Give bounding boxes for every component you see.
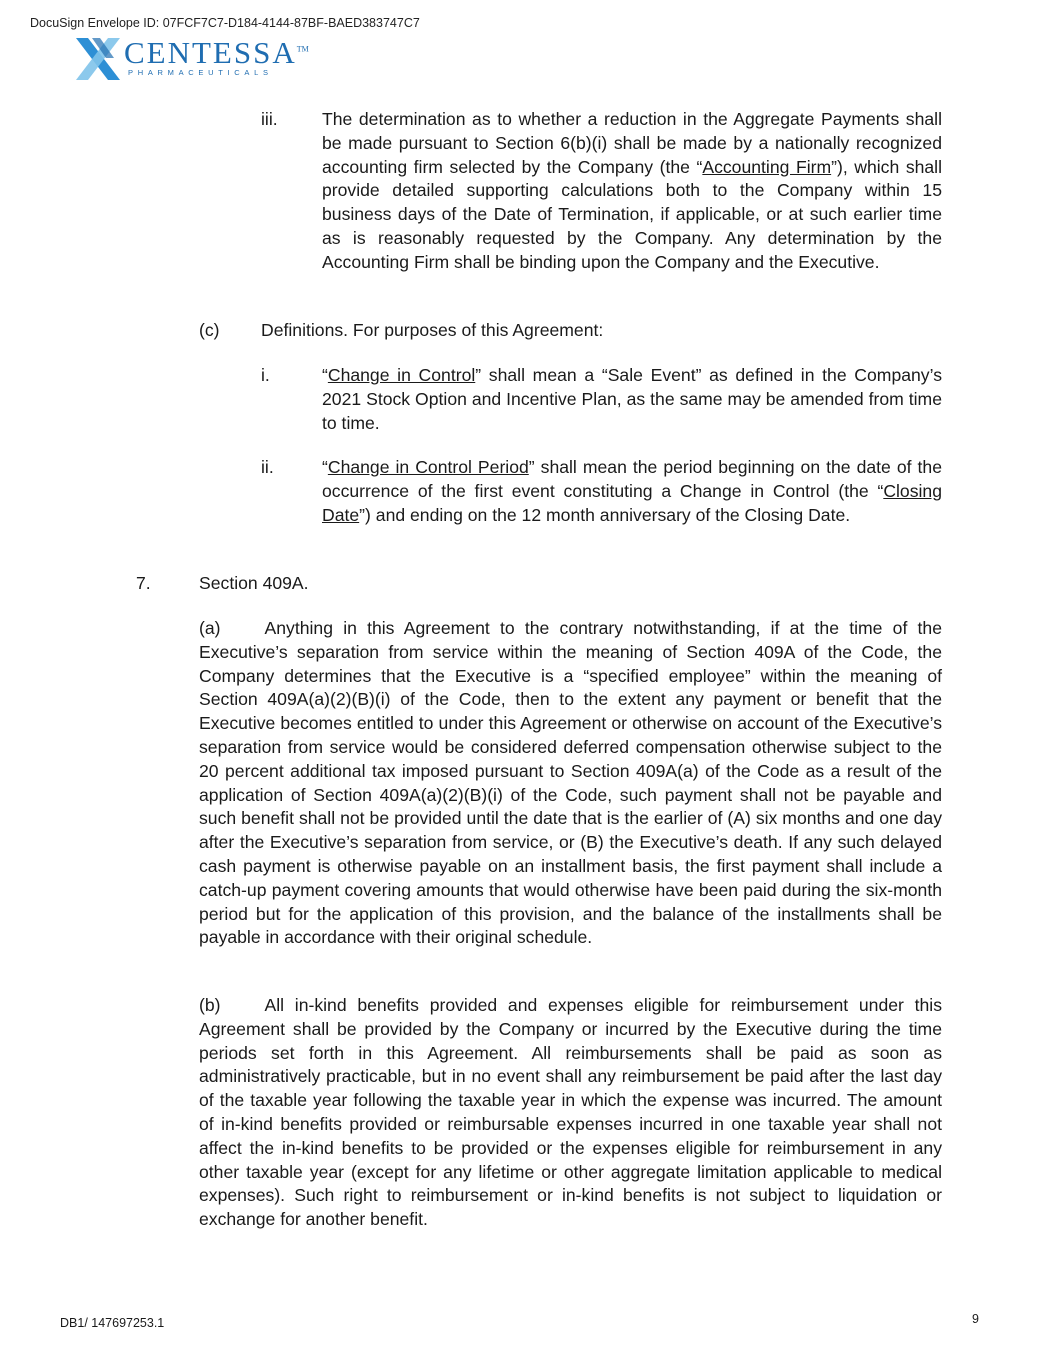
logo-tm: TM xyxy=(296,44,309,54)
footer-page-number: 9 xyxy=(972,1312,979,1326)
footer-document-id: DB1/ 147697253.1 xyxy=(60,1316,165,1330)
item-iii-text: The determination as to whether a reduction in the Aggregate Payments shall be made pursuant to Section 6(b)(i) shall be made by a nationally recognized accounting firm selected by the Company (the “Accounting Firm”), which shall provide detailed supporting calculations both to the Company within 15 business days of the Date of Termination, if applicable, or at such earlier time as is reasonably requested by the Company. Any determination by the Accounting Firm shall be binding upon the Company and the Executive. xyxy=(322,109,943,272)
item-ii-label: ii. xyxy=(261,457,274,477)
docusign-envelope-id: DocuSign Envelope ID: 07FCF7C7-D184-4144-87BF-BAED383747C7 xyxy=(30,16,420,30)
section-7-number: 7. xyxy=(136,573,151,593)
term-change-in-control-period: Change in Control Period xyxy=(327,457,529,477)
section-c-label: (c) xyxy=(199,320,220,340)
term-change-in-control: Change in Control xyxy=(327,365,476,385)
company-logo xyxy=(74,36,314,82)
item-iii-label: iii. xyxy=(261,109,278,129)
item-ii-text: “Change in Control Period” shall mean the period beginning on the date of the occurrence of the first event constituting a Change in Control (the “Closing Date”) and ending on the 12 month anniversary of the Closing Date. xyxy=(322,457,942,525)
section-7-title: Section 409A. xyxy=(199,573,309,593)
centessa-x-icon xyxy=(74,36,122,82)
logo-name: CENTESSA xyxy=(124,35,297,70)
item-i-text: “Change in Control” shall mean a “Sale Event” as defined in the Company’s 2021 Stock Option and Incentive Plan, as the same may be amended from time to time. xyxy=(322,365,942,433)
term-accounting-firm: Accounting Firm xyxy=(702,156,832,177)
paragraph-a: (a) Anything in this Agreement to the contrary notwithstanding, if at the time of the Executive’s separation from service within the meaning of Section 409A of the Code, the Company determines that the Executive is a “specified employee” within the meaning of Section 409A(a)(2)(B)(i) of the Code, then to the extent any payment or benefit that the Executive becomes entitled to under this Agreement or otherwise on account of the Executive’s separation from service would be considered deferred compensation otherwise subject to the 20 percent additional tax imposed pursuant to Section 409A(a) of the Code as a result of the application of Section 409A(a)(2)(B)(i) of the Code, such payment shall not be payable and such benefit shall not be provided until the date that is the earlier of (A) six months and one day after the Executive’s separation from service, or (B) the Executive’s death. If any such delayed cash payment is otherwise payable on an installment basis, the first payment shall include a catch-up payment covering amounts that would otherwise have been paid during the six-month period but for the application of this provision, and the balance of the installments shall be payable in accordance with their original schedule. xyxy=(199,618,942,948)
section-c-heading: Definitions. For purposes of this Agreement: xyxy=(261,320,604,340)
paragraph-b-label: (b) xyxy=(199,995,221,1015)
item-i-label: i. xyxy=(261,365,270,385)
logo-subtitle: PHARMACEUTICALS xyxy=(128,68,273,77)
paragraph-b: (b) All in-kind benefits provided and expenses eligible for reimbursement under this Agreement shall be provided by the Company or incurred by the Executive during the time periods set forth in this Agreement. All reimbursements shall be paid as soon as administratively practicable, but in no event shall any reimbursement be paid after the last day of the taxable year following the taxable year in which the expense was incurred. The amount of in-kind benefits provided or reimbursable expenses incurred in one taxable year shall not affect the in-kind benefits to be provided or the expenses eligible for reimbursement in any other taxable year (except for any lifetime or other aggregate limitation applicable to medical expenses). Such right to reimbursement or in-kind benefits is not subject to liquidation or exchange for another benefit. xyxy=(199,995,942,1230)
paragraph-a-label: (a) xyxy=(199,618,221,638)
term-closing-date: Closing Date xyxy=(322,480,942,525)
